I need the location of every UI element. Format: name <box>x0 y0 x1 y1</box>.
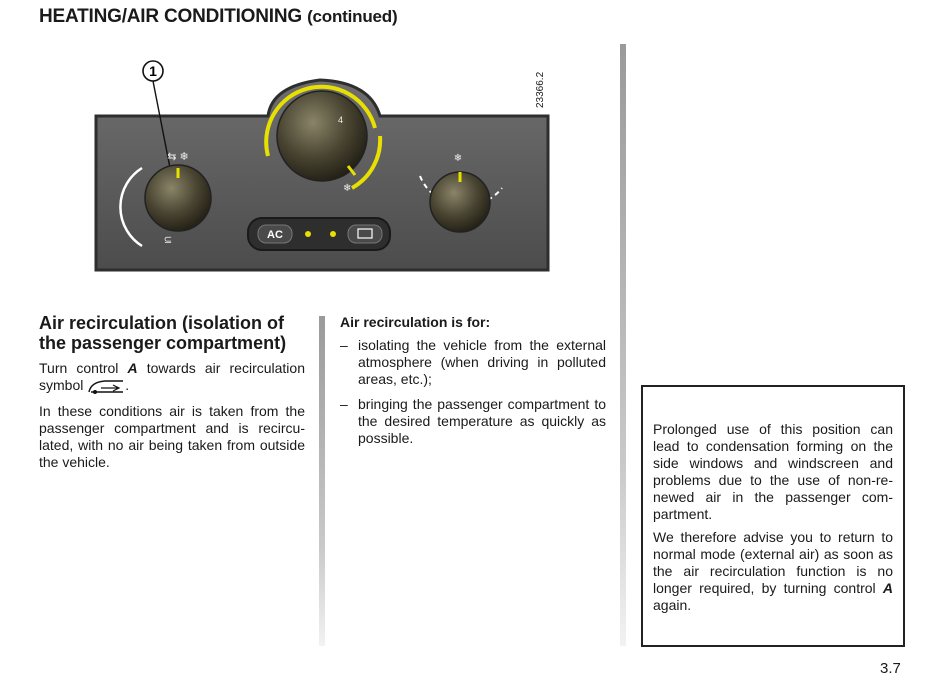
dial-number: 4 <box>338 115 344 125</box>
column-rule-right <box>620 44 626 646</box>
car-icon: ⊆ <box>163 235 173 246</box>
page-title-suffix: (continued) <box>307 7 398 26</box>
section-heading: Air recirculation (isolation of the passenger compartment) <box>39 313 287 353</box>
callout-number: 1 <box>149 63 157 79</box>
windscreen-icon: ❄ <box>453 153 463 164</box>
page-title <box>39 6 397 28</box>
page-title-main: HEATING/AIR CONDITIONING <box>39 6 302 27</box>
defrost-icon: ❄ <box>343 183 352 194</box>
note-paragraph-1: Prolonged use of this position can lead to condensation forming on the side windows and windscreen and problems due to the use of non-renewed air in the passenger compartment. <box>653 421 893 522</box>
list-item: – bringing the passenger compartment to the desired temperature as quickly as possible. <box>340 396 606 446</box>
explanation-paragraph: In these conditions air is taken from the passenger compartment and is recirculated, with no air being taken from outside the vehicle. <box>39 403 305 470</box>
control-panel-figure <box>90 58 560 278</box>
note-paragraph-2: We therefore advise you to return to normal mode (external air) as soon as the air recirculation function is no longer required, by turning control A again. <box>653 529 893 613</box>
figure-reference: 23366.2 <box>535 71 546 108</box>
recirc-heading: Air recirculation is for: <box>340 314 491 330</box>
recirc-icon: ⇆ ❄ <box>167 151 189 163</box>
column-rule-left <box>319 316 325 646</box>
ac-button-label: AC <box>267 229 283 241</box>
fan-speed-knob <box>277 91 367 181</box>
recirculation-symbol-icon <box>87 378 125 394</box>
page-number: 3.7 <box>880 660 901 677</box>
instruction-paragraph: Turn control A towards air recirculation symbol . <box>39 360 305 393</box>
control-letter: A <box>127 360 138 376</box>
list-item: – isolating the vehicle from the external atmosphere (when driving in polluted areas, etc.); <box>340 337 606 387</box>
warning-note-box <box>641 385 905 647</box>
